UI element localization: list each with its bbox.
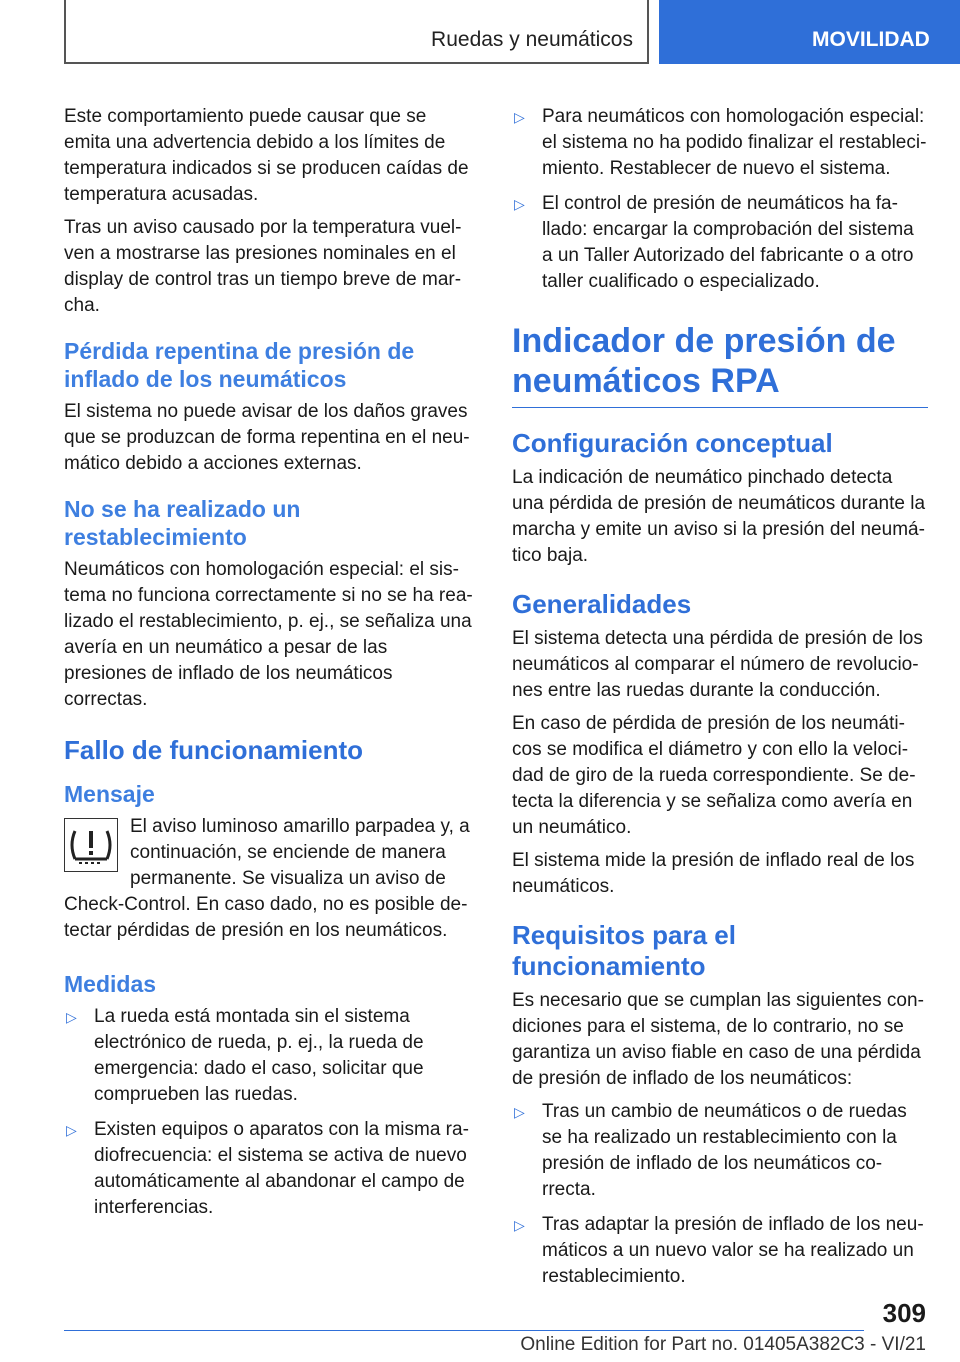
heading-general: Generalidades [512,589,692,619]
left-column [64,104,474,1230]
list-item: ▷ El control de presión de neumáticos ha fallado: encargar la comprobación del sistema a un Taller Autorizado del fabricante o a otro taller cualificado o especializado. [514,193,914,292]
heading-malfunction: Fallo de funcionamiento [64,735,364,765]
heading-requirements: Requisitos para el funcionamiento [512,920,736,981]
message-block [64,814,474,944]
paragraph: El sistema detecta una pérdida de presión de los neumáticos al comparar el número de revoluciones entre las ruedas durante la conducción. [512,628,923,701]
heading-measures: Medidas [64,971,157,997]
heading-concept: Configuración conceptual [512,428,833,458]
list-item: ▷ Tras adaptar la presión de inflado de los neumáticos a un nuevo valor se ha realizado un restablecimiento. [514,1214,924,1287]
heading-rpa: Indicador de presión de neumáticos RPA [512,321,928,408]
measures-list [64,1004,474,1221]
measures-list-continued [512,104,928,295]
right-column [512,104,928,1299]
heading-no-reset: No se ha realizado un restablecimiento [64,496,301,550]
paragraph: El aviso luminoso amarillo parpadea y, a continuación, se enciende de manera permanente. Se visualiza un aviso de Check-Control. En caso dado, no es posible detectar pérdidas de presión en los neumáticos. [64,816,470,941]
footer-divider [64,1330,864,1331]
heading-sudden-loss: Pérdida repentina de presión de inflado de los neumáticos [64,338,415,392]
list-item: ▷ Existen equipos o aparatos con la misma radiofrecuencia: el sistema se activa de nuevo automáticamente al abandonar el campo de interferencias. [66,1119,469,1218]
requirements-list [512,1099,928,1290]
triangle-right-icon: ▷ [514,1104,525,1120]
triangle-right-icon: ▷ [514,109,525,125]
page-number: 309 [882,1298,926,1328]
tire-pressure-warning-icon [64,818,118,872]
paragraph: Este comportamiento puede causar que se emita una advertencia debido a los límites de temperatura indicados si se producen caídas de temperatura acusadas. [64,106,469,205]
triangle-right-icon: ▷ [514,1217,525,1233]
triangle-right-icon: ▷ [66,1009,77,1025]
triangle-right-icon: ▷ [66,1122,77,1138]
header-section-box [64,0,649,64]
paragraph: En caso de pérdida de presión de los neumáticos se modifica el diámetro y con ello la velocidad de giro de la rueda correspondiente. Se detecta la diferencia y se señaliza como avería en un neumático. [512,713,916,838]
paragraph: Es necesario que se cumplan las siguientes condiciones para el sistema, de lo contrario, no se garantiza un aviso fiable en caso de una pérdida de presión de inflado de los neumáticos: [512,990,924,1089]
list-item: ▷ Para neumáticos con homologación especial: el sistema no ha podido finalizar el restablecimiento. Restablecer de nuevo el sistema. [514,106,927,179]
triangle-right-icon: ▷ [514,196,525,212]
header-section-title: Ruedas y neumáticos [431,28,633,51]
header-chapter-tab: MOVILIDAD [659,0,960,64]
list-item: ▷ Tras un cambio de neumáticos o de ruedas se ha realizado un restablecimiento con la presión de inflado de los neumáticos correcta. [514,1101,907,1200]
paragraph: Tras un aviso causado por la temperatura vuelven a mostrarse las presiones nominales en el display de control tras un tiempo breve de marcha. [64,217,462,316]
paragraph: El sistema mide la presión de inflado real de los neumáticos. [512,850,915,897]
paragraph: El sistema no puede avisar de los daños graves que se produzcan de forma repentina en el neumático debido a acciones externas. [64,401,470,474]
paragraph: La indicación de neumático pinchado detecta una pérdida de presión de neumáticos durante la marcha y emite un aviso si la presión del neumático baja. [512,467,926,566]
heading-message: Mensaje [64,781,155,807]
page-header [0,0,960,66]
footer-edition: Online Edition for Part no. 01405A382C3 - VI/21 [520,1334,926,1355]
list-item: ▷ La rueda está montada sin el sistema electrónico de rueda, p. ej., la rueda de emergencia: dado el caso, solicitar que comprueben las ruedas. [66,1006,424,1105]
paragraph: Neumáticos con homologación especial: el sistema no funciona correctamente si no se ha realizado el restablecimiento, p. ej., se señaliza una avería en un neumático a pesar de las presiones de inflado de los neumáticos correctas. [64,559,473,710]
